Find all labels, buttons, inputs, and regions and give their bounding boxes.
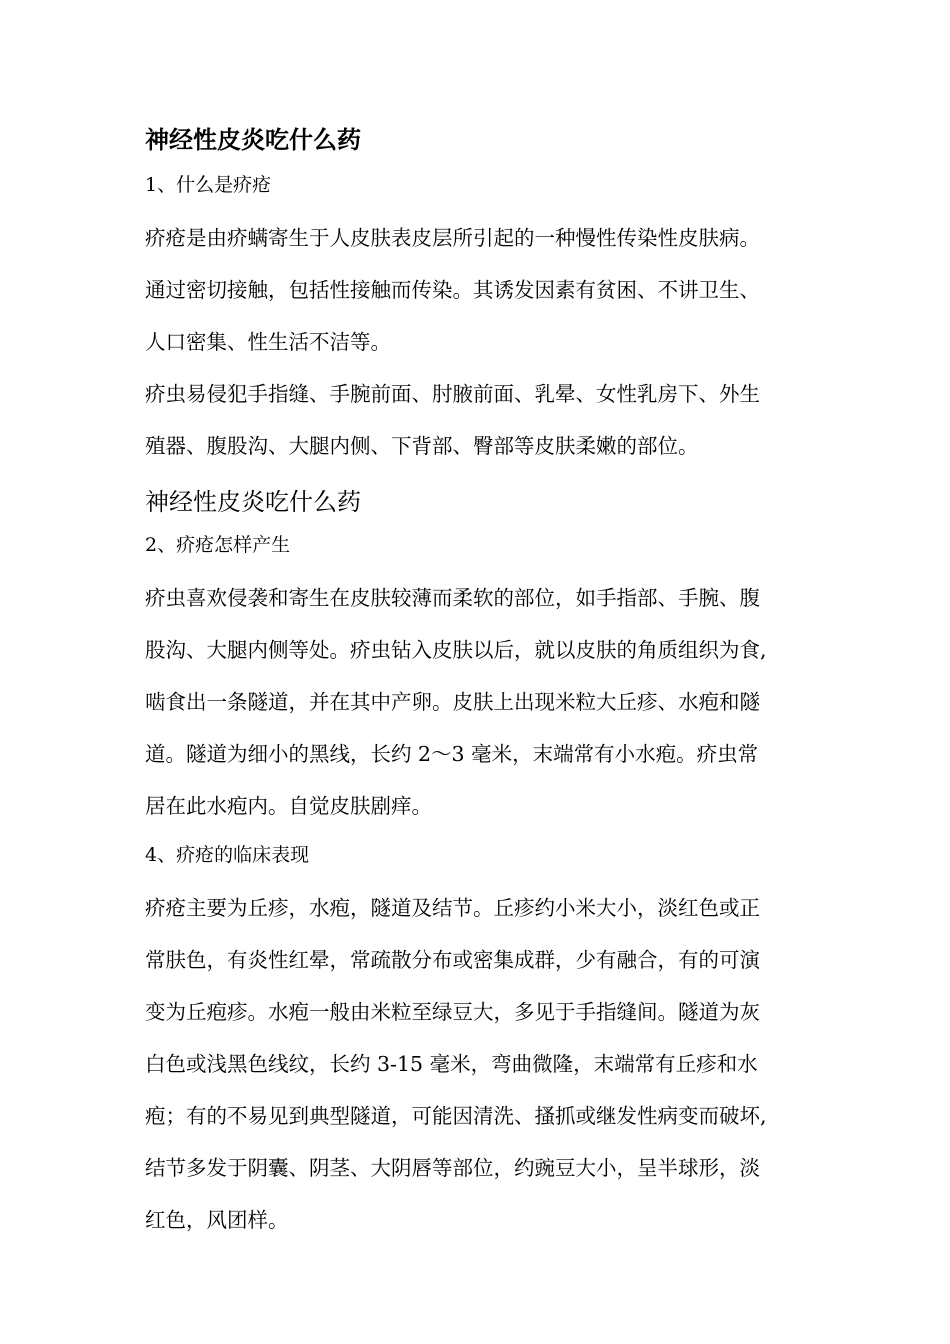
paragraph-line: 道。隧道为细小的黑线，长约 2～3 毫米，末端常有小水疱。疥虫常 [145, 742, 759, 766]
paragraph-1 [145, 212, 810, 368]
section-heading-2: 2、疥疮怎样产生 [145, 534, 291, 556]
paragraph-line: 结节多发于阴囊、阴茎、大阴唇等部位，约豌豆大小，呈半球形，淡 [145, 1156, 760, 1180]
paragraph-3 [145, 572, 810, 832]
paragraph-line: 通过密切接触，包括性接触而传染。其诱发因素有贫困、不讲卫生、 [145, 278, 760, 302]
paragraph-line: 红色，风团样。 [145, 1208, 289, 1232]
paragraph-line: 白色或浅黑色线纹，长约 3-15 毫米，弯曲微隆，末端常有丘疹和水 [145, 1052, 758, 1076]
paragraph-line: 疱；有的不易见到典型隧道，可能因清洗、搔抓或继发性病变而破坏, [145, 1104, 767, 1128]
document-subtitle: 神经性皮炎吃什么药 [145, 488, 361, 516]
document-title: 神经性皮炎吃什么药 [145, 126, 361, 154]
paragraph-line: 股沟、大腿内侧等处。疥虫钻入皮肤以后，就以皮肤的角质组织为食, [145, 638, 767, 662]
paragraph-line: 疥虫易侵犯手指缝、手腕前面、肘腋前面、乳晕、女性乳房下、外生 [145, 382, 760, 406]
section-heading-4: 4、疥疮的临床表现 [145, 844, 310, 866]
document-body [145, 118, 810, 1246]
paragraph-line: 殖器、腹股沟、大腿内侧、下背部、臀部等皮肤柔嫩的部位。 [145, 434, 699, 458]
paragraph-4 [145, 882, 810, 1246]
paragraph-line: 啮食出一条隧道，并在其中产卵。皮肤上出现米粒大丘疹、水疱和隧 [145, 690, 760, 714]
section-heading-1: 1、什么是疥疮 [145, 174, 272, 196]
paragraph-line: 疥疮是由疥螨寄生于人皮肤表皮层所引起的一种慢性传染性皮肤病。 [145, 226, 760, 250]
paragraph-line: 疥疮主要为丘疹，水疱，隧道及结节。丘疹约小米大小，淡红色或正 [145, 896, 760, 920]
paragraph-line: 人口密集、性生活不洁等。 [145, 330, 391, 354]
paragraph-line: 常肤色，有炎性红晕，常疏散分布或密集成群，少有融合，有的可演 [145, 948, 760, 972]
paragraph-line: 居在此水疱内。自觉皮肤剧痒。 [145, 794, 432, 818]
paragraph-line: 疥虫喜欢侵袭和寄生在皮肤较薄而柔软的部位，如手指部、手腕、腹 [145, 586, 760, 610]
paragraph-2 [145, 368, 810, 472]
paragraph-line: 变为丘疱疹。水疱一般由米粒至绿豆大，多见于手指缝间。隧道为灰 [145, 1000, 760, 1024]
